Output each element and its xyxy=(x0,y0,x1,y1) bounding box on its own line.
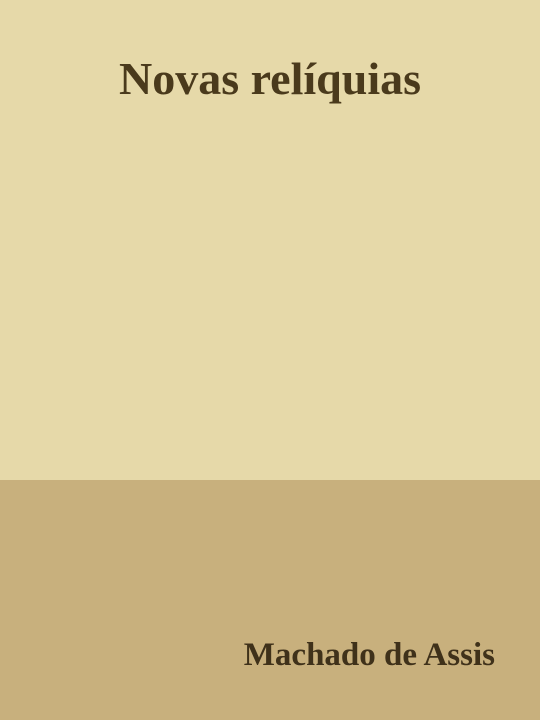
cover-bottom-panel xyxy=(0,480,540,720)
book-title: Novas relíquias xyxy=(118,53,422,104)
book-author: Machado de Assis xyxy=(243,637,495,673)
